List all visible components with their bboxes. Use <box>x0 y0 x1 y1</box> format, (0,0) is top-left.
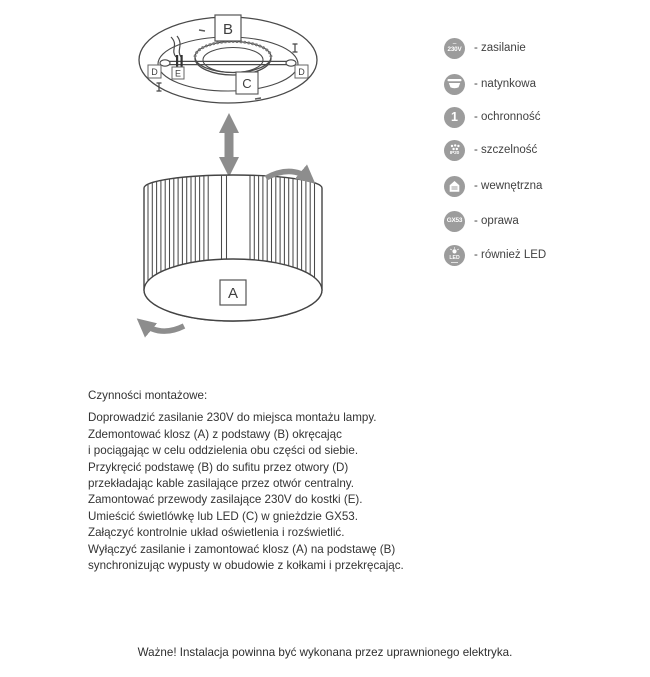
vertical-double-arrow-icon <box>219 113 239 177</box>
label-box-shade <box>220 280 246 305</box>
label-terminal: E <box>174 68 182 79</box>
spec-label-surface: - natynkowa <box>474 78 537 90</box>
label-box-terminal <box>172 67 184 79</box>
label-box-base <box>215 15 241 41</box>
spec-icon-list <box>444 0 648 285</box>
voltage-text: 230V <box>447 45 462 53</box>
spec-label-led: - również LED <box>474 249 547 261</box>
instruction-step: Umieścić świetlówkę lub LED (C) w gnieżdzie GX53. <box>88 509 358 523</box>
socket-type-text: GX53 <box>446 216 463 224</box>
surface-mounted-icon <box>444 74 465 95</box>
label-hole-right: D <box>298 67 305 77</box>
label-box-bulb <box>236 72 258 94</box>
instruction-step: Zdemontować klosz (A) z podstawy (B) okręcając <box>88 427 342 441</box>
spec-row-power <box>444 37 526 59</box>
mounting-bar <box>160 60 296 66</box>
ip20-icon <box>444 140 465 161</box>
instruction-step: i pociągając w celu oddzielenia obu części od siebie. <box>88 444 359 458</box>
label-hole-left: D <box>151 67 158 77</box>
spec-row-socket <box>444 210 519 232</box>
gx53-socket-icon <box>444 211 465 232</box>
ac-tilde: ~ <box>452 40 457 48</box>
class-number: 1 <box>451 109 458 124</box>
spec-row-protection <box>444 106 540 128</box>
instructions-title: Czynności montażowe: <box>88 389 208 402</box>
spec-row-led <box>444 244 546 266</box>
rotate-arrow-bottom-icon <box>141 322 184 331</box>
label-box-hole-right <box>295 65 308 78</box>
led-text: LED <box>449 254 460 261</box>
indoor-use-icon <box>444 176 465 197</box>
instructions-block <box>88 388 478 574</box>
gx53-bulb <box>195 41 271 75</box>
drops-glyph <box>449 144 461 151</box>
assembly-diagram <box>0 0 440 372</box>
spec-label-protection: - ochronność <box>474 111 541 123</box>
label-base: B <box>222 21 234 38</box>
spec-row-ingress <box>444 139 537 161</box>
instruction-step: Przykręcić podstawę (B) do sufitu przez otwory (D) <box>88 460 349 474</box>
protection-class-icon <box>444 107 465 128</box>
spec-label-ingress: - szczelność <box>474 144 538 156</box>
instruction-step: Załączyć kontrolnie układ oświetlenia i rozświetlić. <box>88 526 345 540</box>
spec-label-power: - zasilanie <box>474 42 526 54</box>
bulb-glyph <box>449 247 460 255</box>
led-subtext-mark <box>451 262 458 263</box>
power-230v-icon <box>444 38 465 59</box>
spec-label-socket: - oprawa <box>474 215 519 227</box>
spec-label-indoor: - wewnętrzna <box>474 180 543 192</box>
label-box-hole-left <box>148 65 161 78</box>
instruction-step: przekładając kable zasilające przez otwór centralny. <box>88 477 354 491</box>
instruction-step: Zamontować przewody zasilające 230V do kostki (E). <box>88 493 363 507</box>
important-note: Ważne! Instalacja powinna być wykonana przez uprawnionego elektryka. <box>137 646 513 659</box>
instruction-step: Doprowadzić zasilanie 230V do miejsca montażu lampy. <box>88 411 377 425</box>
lampshade-diagram <box>144 175 322 321</box>
spec-row-surface <box>444 73 536 95</box>
ip-rating-text: IP20 <box>449 150 460 156</box>
label-bulb: C <box>242 76 252 91</box>
label-shade: A <box>227 285 239 302</box>
instruction-step: Wyłączyć zasilanie i zamontować klosz (A) na podstawę (B) <box>88 542 396 556</box>
spec-row-indoor <box>444 175 542 197</box>
led-compatible-icon <box>444 245 465 266</box>
instruction-step: synchronizując wypusty w obudowie z kołkami i przekręcając. <box>88 559 404 573</box>
